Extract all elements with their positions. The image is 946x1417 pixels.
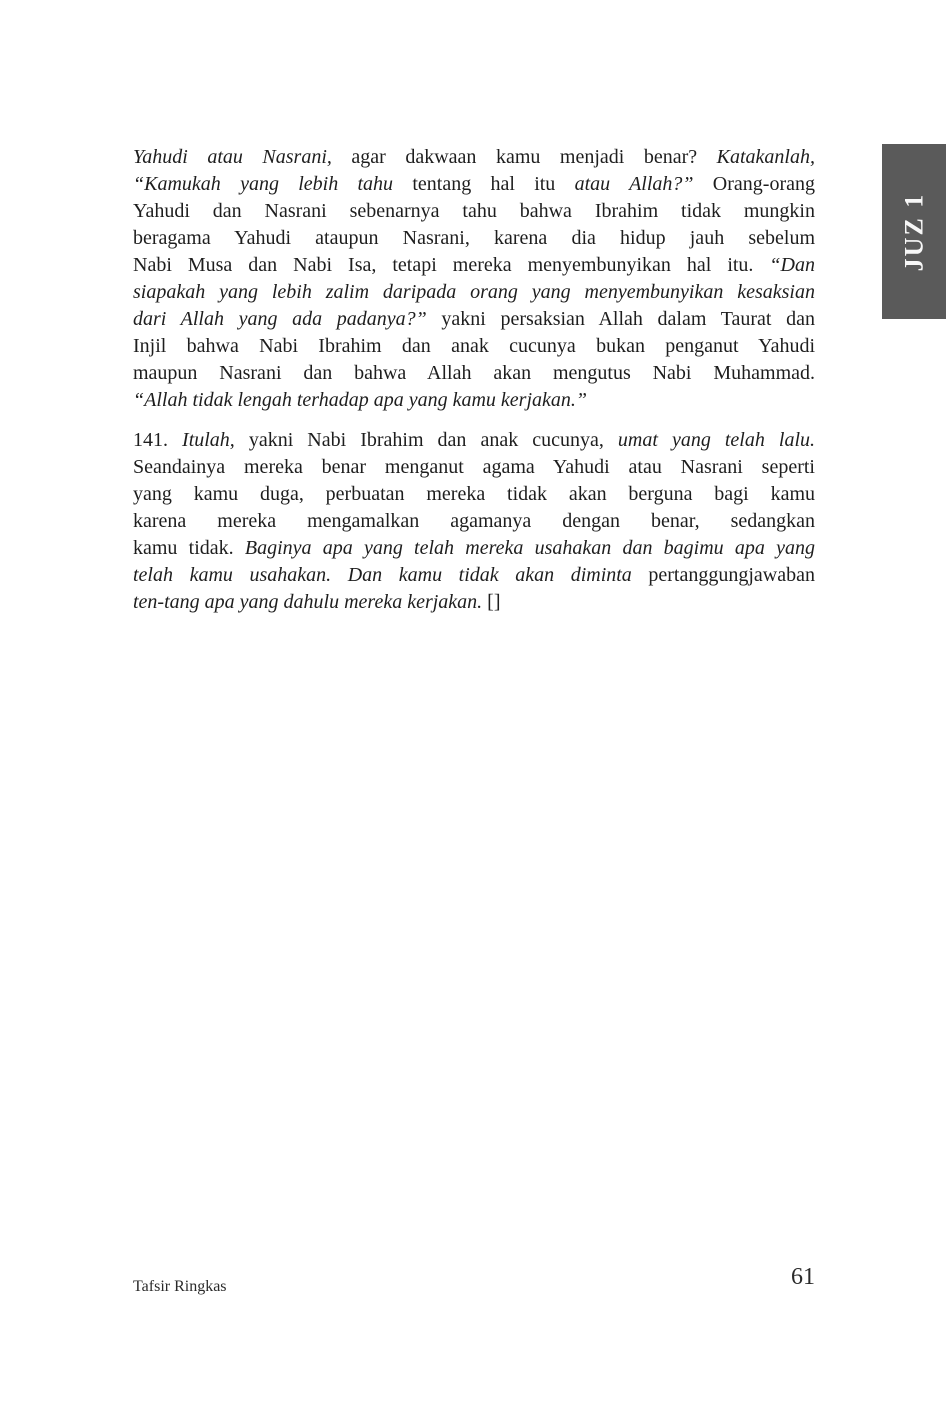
text-segment: maupun Nasrani dan bahwa Allah akan mengutus Nabi Muhammad. <box>133 362 815 384</box>
text-line <box>133 306 815 333</box>
text-line <box>133 225 815 252</box>
text-line <box>133 171 815 198</box>
text-segment: telah kamu usahakan. Dan kamu tidak akan diminta <box>133 564 649 586</box>
text-segment: yakni Nabi Ibrahim dan anak cucunya, <box>234 429 618 451</box>
text-segment: Nabi Musa dan Nabi Isa, tetapi mereka menyembunyikan hal itu. <box>133 254 770 276</box>
text-segment: “Kamukah yang lebih tahu <box>133 173 413 195</box>
text-line <box>133 198 815 225</box>
text-line <box>133 562 815 589</box>
text-segment: Itulah, <box>182 429 235 451</box>
text-line <box>133 279 815 306</box>
text-line <box>133 252 815 279</box>
text-segment: Yahudi dan Nasrani sebenarnya tahu bahwa Ibrahim tidak mungkin <box>133 200 815 222</box>
text-segment: 141. <box>133 429 183 451</box>
text-segment: “Allah tidak lengah terhadap apa yang kamu kerjakan.” <box>133 389 588 411</box>
text-segment: Injil bahwa Nabi Ibrahim dan anak cucunya bukan penganut Yahudi <box>133 335 815 357</box>
juz-tab-label: JUZ 1 <box>899 192 928 271</box>
juz-tab <box>882 144 946 319</box>
text-line <box>133 360 815 387</box>
text-segment: umat yang telah lalu. <box>617 429 815 451</box>
text-segment: dari Allah yang ada padanya?” <box>133 308 427 330</box>
footer-book-title: Tafsir Ringkas <box>133 1278 227 1295</box>
text-segment: kamu tidak. <box>133 537 245 559</box>
paragraph <box>133 427 815 616</box>
text-segment: Orang-orang <box>693 173 815 195</box>
text-segment: pertanggungjawaban <box>648 564 815 586</box>
footer-page-number: 61 <box>791 1264 815 1290</box>
text-segment: ten-tang apa yang dahulu mereka kerjakan. <box>133 591 488 613</box>
text-segment: yakni persaksian Allah dalam Taurat dan <box>426 308 816 330</box>
text-segment: Katakanlah, <box>716 146 815 168</box>
text-segment: Seandainya mereka benar menganut agama Yahudi atau Nasrani seperti <box>133 456 815 478</box>
text-line <box>133 589 815 616</box>
text-line <box>133 454 815 481</box>
text-segment: tentang hal itu <box>412 173 575 195</box>
text-segment: atau Allah?” <box>574 173 694 195</box>
text-segment: “Dan <box>769 254 815 276</box>
text-segment: agar dakwaan kamu menjadi benar? <box>331 146 717 168</box>
text-segment: [] <box>487 591 501 613</box>
text-segment: beragama Yahudi ataupun Nasrani, karena dia hidup jauh sebelum <box>133 227 815 249</box>
text-block <box>133 144 815 616</box>
text-line <box>133 481 815 508</box>
text-line <box>133 387 815 414</box>
text-line <box>133 144 815 171</box>
text-segment: Yahudi atau Nasrani, <box>133 146 332 168</box>
text-line <box>133 333 815 360</box>
text-segment: siapakah yang lebih zalim daripada orang yang menyembunyikan kesaksian <box>133 281 815 303</box>
text-line <box>133 508 815 535</box>
text-segment: karena mereka mengamalkan agamanya dengan benar, sedangkan <box>133 510 815 532</box>
text-segment: Baginya apa yang telah mereka usahakan dan bagimu apa yang <box>244 537 815 559</box>
text-line <box>133 427 815 454</box>
text-line <box>133 535 815 562</box>
text-segment: yang kamu duga, perbuatan mereka tidak akan berguna bagi kamu <box>133 483 815 505</box>
paragraph <box>133 144 815 414</box>
